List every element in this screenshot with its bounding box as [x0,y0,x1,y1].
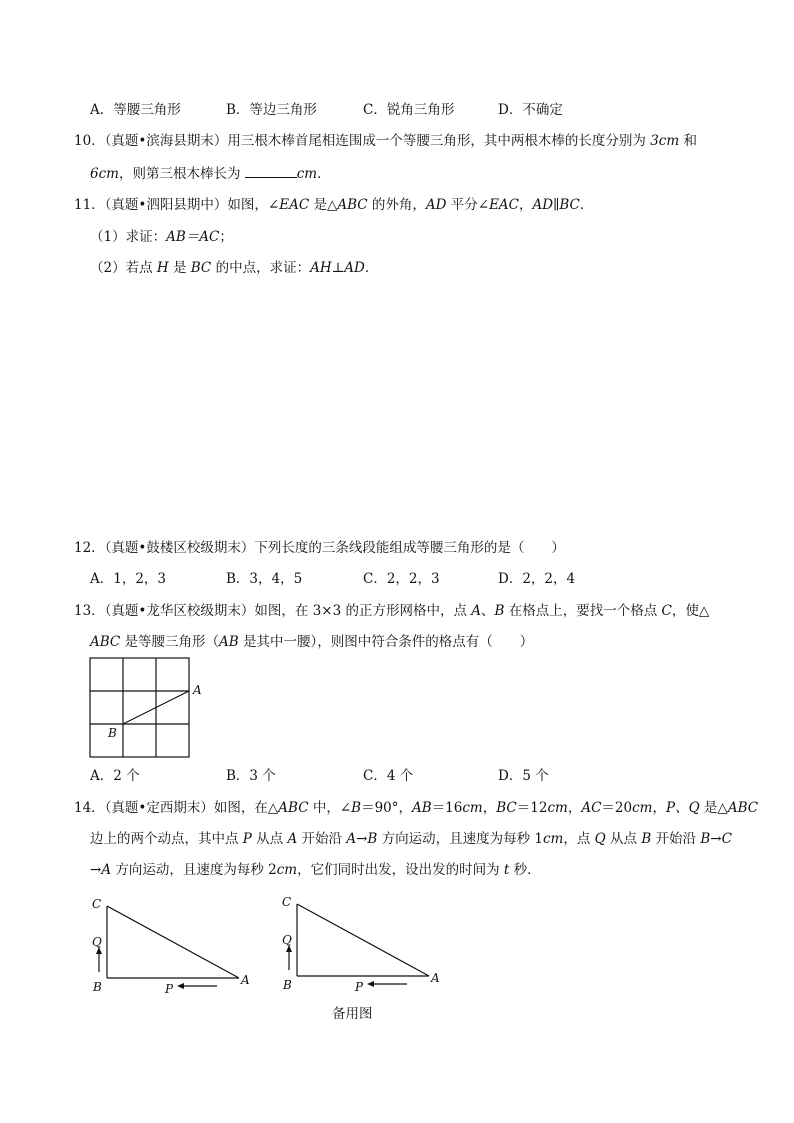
q13-option-b: B．3 个 [226,768,276,784]
q10-line-2: 6cm，则第三根木棒长为 cm． [90,163,331,184]
label-b: B [108,726,117,740]
label-p: P [355,980,364,994]
label-p: P [165,982,174,996]
q11-part-1: （1）求证：AB＝AC； [90,229,233,245]
q14-line-3: →A 方向运动，且速度为每秒 2cm，它们同时出发，设出发的时间为 t 秒． [90,862,541,878]
q14-line-1: 14．（真题•定西期末）如图，在△ABC 中，∠B＝90°，AB＝16cm，BC＝12cm，AC＝20cm，P、Q 是△ABC [74,800,759,816]
side-ca [297,904,429,976]
label-b: B [93,980,102,994]
arrow-left-icon [177,983,184,989]
q12-stem: 12．（真题•鼓楼区校级期末）下列长度的三条线段能组成等腰三角形的是（ ） [74,540,565,556]
q14-triangle-figure [86,894,261,996]
q11-part-2: （2）若点 H 是 BC 的中点，求证：AH⊥AD． [90,260,379,276]
q13-option-d: D．5 个 [498,768,549,784]
q9-option-b: B．等边三角形 [226,102,317,118]
label-c: C [92,897,102,911]
q13-option-a: A．2 个 [90,768,140,784]
label-a: A [193,683,202,697]
label-q: Q [282,933,292,947]
q10-line-1: 10．（真题•滨海县期末）用三根木棒首尾相连围成一个等腰三角形，其中两根木棒的长度分别为 3cm 和 [74,133,697,149]
answer-blank[interactable] [245,163,297,178]
q13-line-2: ABC 是等腰三角形（AB 是其中一腰），则图中符合条件的格点有（ ） [90,634,534,650]
label-q: Q [92,935,102,949]
q9-option-c: C．锐角三角形 [363,102,455,118]
q13-line-1: 13．（真题•龙华区校级期末）如图，在 3×3 的正方形网格中，点 A、B 在格点上，要找一个格点 C，使△ [74,603,710,619]
q13-option-c: C．4 个 [363,768,414,784]
q11-stem: 11．（真题•泗阳县期中）如图，∠EAC 是△ABC 的外角，AD 平分∠EAC，AD∥BC． [74,197,594,213]
q13-grid-figure [86,654,216,762]
label-a: A [431,971,440,985]
q9-option-a: A．等腰三角形 [90,102,181,118]
label-c: C [282,895,292,909]
q12-option-c: C．2，2，3 [363,571,440,587]
arrow-left-icon [367,981,374,987]
label-a: A [241,973,250,987]
side-ca [107,906,239,978]
label-b: B [283,978,292,992]
q12-option-d: D．2，2，4 [498,571,576,587]
q12-option-b: B．3，4，5 [226,571,303,587]
q14-backup-figure [276,892,451,994]
q12-option-a: A．1，2，3 [90,571,167,587]
q9-option-d: D．不确定 [498,102,563,118]
q14-line-2: 边上的两个动点，其中点 P 从点 A 开始沿 A→B 方向运动，且速度为每秒 1cm，点 Q 从点 B 开始沿 B→C [90,831,732,847]
figure-caption: 备用图 [332,1006,373,1022]
grid-border [90,658,189,757]
